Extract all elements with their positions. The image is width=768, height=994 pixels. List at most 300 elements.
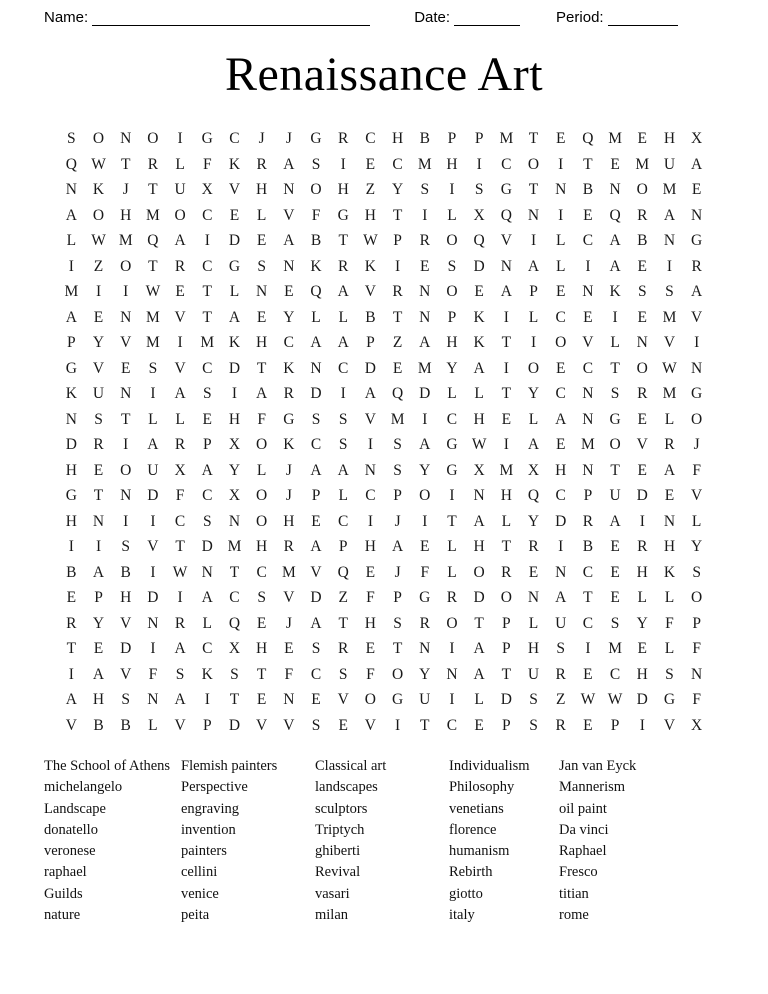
grid-cell[interactable]: T (93, 487, 104, 504)
grid-cell[interactable]: N (419, 308, 431, 326)
grid-cell[interactable]: E (583, 308, 593, 326)
grid-cell[interactable]: O (555, 334, 567, 351)
grid-cell[interactable]: T (229, 563, 240, 581)
grid-cell[interactable]: W (471, 436, 487, 453)
grid-cell[interactable]: R (637, 385, 648, 402)
grid-cell[interactable]: Z (555, 691, 566, 708)
grid-cell[interactable]: E (256, 614, 267, 632)
grid-cell[interactable]: C (555, 487, 566, 504)
grid-cell[interactable]: R (256, 155, 267, 173)
name-blank-line[interactable] (92, 12, 370, 26)
grid-cell[interactable]: I (503, 436, 509, 453)
grid-cell[interactable]: V (256, 716, 268, 734)
grid-cell[interactable]: A (419, 436, 431, 453)
grid-cell[interactable]: H (92, 691, 105, 708)
grid-cell[interactable]: S (338, 665, 348, 683)
grid-cell[interactable]: L (664, 589, 675, 606)
grid-cell[interactable]: A (283, 155, 295, 173)
grid-cell[interactable]: Y (527, 512, 540, 530)
grid-cell[interactable]: X (201, 181, 213, 198)
grid-cell[interactable]: A (691, 283, 703, 300)
grid-cell[interactable]: K (364, 257, 376, 275)
grid-cell[interactable]: H (364, 538, 376, 555)
grid-cell[interactable]: O (446, 614, 458, 632)
grid-cell[interactable]: E (583, 206, 593, 224)
grid-cell[interactable]: P (529, 283, 538, 300)
grid-cell[interactable]: H (65, 461, 77, 479)
grid-cell[interactable]: X (691, 130, 703, 147)
grid-cell[interactable]: L (474, 691, 484, 708)
grid-cell[interactable]: N (65, 410, 77, 428)
grid-cell[interactable]: D (201, 538, 213, 555)
grid-cell[interactable]: O (364, 691, 376, 708)
word-list-item[interactable]: cellini (181, 864, 218, 881)
grid-cell[interactable]: R (637, 538, 648, 555)
grid-cell[interactable]: U (419, 691, 431, 708)
grid-cell[interactable]: I (367, 436, 373, 453)
grid-cell[interactable]: T (420, 716, 430, 734)
grid-cell[interactable]: E (610, 538, 620, 555)
grid-cell[interactable]: T (229, 691, 240, 708)
grid-cell[interactable]: A (310, 334, 322, 351)
grid-cell[interactable]: A (310, 538, 322, 555)
grid-cell[interactable]: F (311, 206, 321, 224)
grid-cell[interactable]: V (364, 716, 376, 734)
grid-cell[interactable]: L (148, 410, 158, 428)
grid-cell[interactable]: N (419, 283, 431, 300)
word-list-item[interactable]: Jan van Eyck (559, 758, 637, 774)
grid-cell[interactable]: I (558, 206, 564, 224)
grid-cell[interactable]: D (147, 589, 159, 606)
grid-cell[interactable]: L (148, 716, 158, 734)
grid-cell[interactable]: B (419, 130, 430, 147)
grid-cell[interactable]: T (447, 512, 457, 530)
grid-cell[interactable]: A (92, 665, 105, 683)
grid-cell[interactable]: Z (392, 334, 403, 351)
grid-cell[interactable]: I (449, 487, 455, 504)
grid-cell[interactable]: T (256, 359, 267, 377)
grid-cell[interactable]: T (501, 385, 512, 402)
grid-cell[interactable]: C (446, 716, 458, 734)
grid-cell[interactable]: Y (636, 614, 648, 632)
grid-cell[interactable]: E (610, 589, 620, 606)
grid-cell[interactable]: V (364, 283, 376, 300)
grid-cell[interactable]: M (499, 461, 514, 479)
grid-cell[interactable]: V (174, 716, 186, 734)
grid-cell[interactable]: J (693, 436, 700, 453)
grid-cell[interactable]: A (609, 512, 621, 530)
grid-cell[interactable]: I (422, 206, 428, 224)
grid-cell[interactable]: K (65, 385, 77, 402)
grid-cell[interactable]: N (283, 691, 295, 708)
grid-cell[interactable]: A (201, 589, 213, 606)
grid-cell[interactable]: R (691, 257, 702, 275)
grid-cell[interactable]: I (395, 716, 401, 734)
grid-cell[interactable]: G (228, 257, 241, 275)
grid-cell[interactable]: M (662, 181, 677, 198)
grid-cell[interactable]: I (204, 232, 210, 249)
grid-cell[interactable]: M (608, 130, 622, 147)
date-blank-line[interactable] (454, 12, 520, 26)
grid-cell[interactable]: N (691, 359, 703, 377)
grid-cell[interactable]: C (202, 487, 213, 504)
grid-cell[interactable]: P (447, 130, 457, 147)
grid-cell[interactable]: A (174, 640, 186, 657)
grid-cell[interactable]: L (664, 410, 675, 428)
grid-cell[interactable]: N (283, 181, 295, 198)
grid-cell[interactable]: S (529, 716, 538, 734)
grid-cell[interactable]: O (636, 359, 648, 377)
grid-cell[interactable]: O (636, 181, 648, 198)
grid-cell[interactable]: M (227, 538, 242, 555)
grid-cell[interactable]: R (338, 130, 349, 147)
grid-cell[interactable]: C (338, 359, 349, 377)
grid-cell[interactable]: D (555, 512, 567, 530)
grid-cell[interactable]: L (66, 232, 77, 249)
grid-cell[interactable]: I (95, 283, 102, 300)
grid-cell[interactable]: F (366, 589, 375, 606)
grid-cell[interactable]: M (200, 334, 215, 351)
grid-cell[interactable]: V (174, 359, 186, 377)
grid-cell[interactable]: G (310, 130, 322, 147)
grid-cell[interactable]: A (147, 436, 159, 453)
grid-cell[interactable]: E (637, 640, 648, 657)
grid-cell[interactable]: P (447, 308, 457, 326)
grid-cell[interactable]: P (502, 614, 511, 632)
grid-cell[interactable]: T (610, 359, 620, 377)
grid-cell[interactable]: I (639, 716, 645, 734)
grid-cell[interactable]: E (256, 232, 267, 249)
grid-cell[interactable]: R (555, 716, 566, 734)
grid-cell[interactable]: C (202, 359, 213, 377)
grid-cell[interactable]: S (175, 665, 185, 683)
grid-cell[interactable]: A (174, 691, 186, 708)
grid-cell[interactable]: N (582, 461, 594, 479)
grid-cell[interactable]: A (555, 410, 567, 428)
grid-cell[interactable]: H (636, 665, 648, 683)
grid-cell[interactable]: F (175, 487, 185, 504)
grid-cell[interactable]: T (583, 589, 593, 606)
grid-cell[interactable]: A (609, 257, 621, 275)
grid-cell[interactable]: A (473, 640, 485, 657)
grid-cell[interactable]: N (527, 206, 540, 224)
grid-cell[interactable]: V (582, 334, 594, 351)
grid-cell[interactable]: L (202, 614, 213, 632)
grid-cell[interactable]: W (662, 359, 677, 377)
grid-cell[interactable]: I (503, 308, 509, 326)
grid-cell[interactable]: V (120, 614, 132, 632)
grid-cell[interactable]: T (148, 181, 158, 198)
grid-cell[interactable]: L (474, 385, 484, 402)
grid-cell[interactable]: Y (391, 181, 404, 198)
grid-cell[interactable]: K (310, 257, 322, 275)
grid-cell[interactable]: S (311, 410, 321, 428)
grid-cell[interactable]: A (201, 461, 213, 479)
grid-cell[interactable]: J (285, 614, 292, 632)
grid-cell[interactable]: J (394, 563, 401, 581)
grid-cell[interactable]: P (393, 232, 402, 249)
grid-cell[interactable]: Y (283, 308, 295, 326)
grid-cell[interactable]: L (555, 232, 566, 249)
grid-cell[interactable]: C (392, 155, 403, 173)
grid-cell[interactable]: T (392, 206, 403, 224)
grid-cell[interactable]: R (419, 614, 430, 632)
grid-cell[interactable]: N (636, 334, 648, 351)
grid-cell[interactable]: T (175, 538, 185, 555)
grid-cell[interactable]: S (665, 283, 674, 300)
grid-cell[interactable]: S (637, 283, 647, 300)
grid-cell[interactable]: E (365, 155, 376, 173)
grid-cell[interactable]: I (503, 359, 509, 377)
grid-cell[interactable]: A (337, 334, 349, 351)
grid-cell[interactable]: N (147, 691, 159, 708)
word-list-item[interactable]: milan (315, 907, 349, 924)
grid-cell[interactable]: Y (419, 665, 431, 683)
grid-cell[interactable]: S (393, 614, 402, 632)
grid-cell[interactable]: I (123, 512, 129, 530)
grid-cell[interactable]: E (555, 130, 566, 147)
grid-cell[interactable]: M (417, 359, 432, 377)
grid-cell[interactable]: C (310, 665, 322, 683)
grid-cell[interactable]: G (500, 181, 512, 198)
grid-cell[interactable]: E (691, 181, 702, 198)
grid-cell[interactable]: I (449, 640, 455, 657)
grid-cell[interactable]: N (120, 130, 132, 147)
grid-cell[interactable]: K (228, 155, 241, 173)
grid-cell[interactable]: A (174, 385, 186, 402)
grid-cell[interactable]: C (582, 614, 594, 632)
grid-cell[interactable]: L (338, 308, 348, 326)
word-list-item[interactable]: veronese (44, 843, 96, 860)
grid-cell[interactable]: N (582, 283, 594, 300)
grid-cell[interactable]: S (230, 665, 239, 683)
grid-cell[interactable]: E (229, 206, 240, 224)
grid-cell[interactable]: N (364, 461, 376, 479)
grid-cell[interactable]: T (66, 640, 77, 657)
word-list-item[interactable]: florence (449, 821, 497, 838)
word-list-item[interactable]: Flemish painters (181, 758, 278, 774)
grid-cell[interactable]: J (285, 130, 292, 147)
grid-cell[interactable]: S (393, 461, 402, 479)
grid-cell[interactable]: L (175, 410, 185, 428)
grid-cell[interactable]: M (64, 283, 79, 300)
grid-cell[interactable]: M (118, 232, 133, 249)
grid-cell[interactable]: T (392, 640, 403, 657)
grid-cell[interactable]: R (93, 436, 104, 453)
grid-cell[interactable]: C (365, 487, 376, 504)
grid-cell[interactable]: V (283, 206, 295, 224)
grid-cell[interactable]: B (120, 716, 131, 734)
grid-cell[interactable]: F (366, 665, 375, 683)
grid-cell[interactable]: N (691, 665, 703, 683)
grid-cell[interactable]: X (174, 461, 186, 479)
word-list-item[interactable]: engraving (181, 800, 239, 817)
grid-cell[interactable]: N (92, 512, 105, 530)
grid-cell[interactable]: E (637, 308, 648, 326)
grid-cell[interactable]: V (147, 538, 159, 555)
grid-cell[interactable]: L (528, 410, 539, 428)
grid-cell[interactable]: T (256, 665, 267, 683)
grid-cell[interactable]: A (65, 691, 77, 708)
grid-cell[interactable]: I (95, 538, 102, 555)
grid-cell[interactable]: H (663, 130, 676, 147)
grid-cell[interactable]: O (527, 155, 540, 173)
grid-cell[interactable]: C (501, 155, 512, 173)
grid-cell[interactable]: M (146, 206, 160, 224)
grid-cell[interactable]: N (473, 487, 485, 504)
grid-cell[interactable]: O (446, 232, 458, 249)
grid-cell[interactable]: S (311, 716, 321, 734)
grid-cell[interactable]: C (555, 385, 566, 402)
grid-cell[interactable]: H (228, 410, 241, 428)
grid-cell[interactable]: V (283, 589, 295, 606)
grid-cell[interactable]: M (662, 308, 677, 326)
grid-cell[interactable]: I (585, 640, 591, 657)
grid-cell[interactable]: U (174, 181, 186, 198)
grid-cell[interactable]: V (174, 308, 186, 326)
grid-cell[interactable]: N (120, 487, 132, 504)
grid-cell[interactable]: S (257, 589, 266, 606)
grid-cell[interactable]: E (528, 563, 539, 581)
grid-cell[interactable]: E (93, 461, 104, 479)
grid-cell[interactable]: E (583, 716, 593, 734)
grid-cell[interactable]: U (663, 155, 676, 173)
grid-cell[interactable]: L (447, 538, 457, 555)
grid-cell[interactable]: E (284, 283, 294, 300)
grid-cell[interactable]: T (501, 334, 512, 351)
word-list-item[interactable]: nature (44, 907, 81, 924)
grid-cell[interactable]: H (473, 410, 485, 428)
grid-cell[interactable]: T (120, 155, 131, 173)
grid-cell[interactable]: M (281, 563, 296, 581)
word-search-grid[interactable] (58, 126, 711, 738)
grid-cell[interactable]: F (420, 563, 430, 581)
grid-cell[interactable]: K (663, 563, 676, 581)
grid-cell[interactable]: I (150, 512, 156, 530)
grid-cell[interactable]: I (422, 512, 428, 530)
grid-cell[interactable]: X (473, 461, 485, 479)
grid-cell[interactable]: U (92, 385, 105, 402)
grid-cell[interactable]: K (92, 181, 105, 198)
grid-cell[interactable]: K (228, 334, 241, 351)
grid-cell[interactable]: C (310, 436, 322, 453)
grid-cell[interactable]: A (65, 206, 77, 224)
grid-cell[interactable]: G (283, 410, 295, 428)
grid-cell[interactable]: E (474, 283, 484, 300)
word-list-item[interactable]: Triptych (315, 821, 365, 838)
grid-cell[interactable]: S (202, 385, 212, 402)
grid-cell[interactable]: I (395, 257, 401, 275)
grid-cell[interactable]: I (177, 334, 183, 351)
grid-cell[interactable]: V (65, 716, 77, 734)
grid-cell[interactable]: C (202, 640, 213, 657)
word-list-item[interactable]: venetians (449, 800, 504, 817)
grid-cell[interactable]: D (636, 487, 648, 504)
grid-cell[interactable]: A (691, 155, 703, 173)
grid-cell[interactable]: V (636, 436, 648, 453)
grid-cell[interactable]: Y (446, 359, 458, 377)
grid-cell[interactable]: T (528, 130, 539, 147)
grid-cell[interactable]: S (338, 436, 348, 453)
grid-cell[interactable]: R (637, 206, 648, 224)
grid-cell[interactable]: L (229, 283, 240, 300)
grid-cell[interactable]: I (340, 155, 346, 173)
grid-cell[interactable]: R (174, 257, 186, 275)
grid-cell[interactable]: A (310, 614, 322, 632)
grid-cell[interactable]: F (692, 640, 701, 657)
grid-cell[interactable]: C (582, 563, 594, 581)
grid-cell[interactable]: A (283, 232, 295, 249)
word-list-item[interactable]: vasari (315, 885, 350, 902)
word-list-item[interactable]: donatello (44, 821, 98, 838)
word-list-item[interactable]: Mannerism (559, 779, 626, 796)
grid-cell[interactable]: E (256, 691, 267, 708)
word-list-item[interactable]: Revival (315, 864, 361, 881)
grid-cell[interactable]: V (663, 334, 676, 351)
grid-cell[interactable]: P (393, 487, 402, 504)
grid-cell[interactable]: H (256, 538, 268, 555)
grid-cell[interactable]: S (420, 181, 430, 198)
word-list-item[interactable]: michelangelo (44, 779, 123, 796)
grid-cell[interactable]: H (663, 538, 676, 555)
grid-cell[interactable]: S (447, 257, 457, 275)
grid-cell[interactable]: W (91, 155, 106, 173)
grid-cell[interactable]: V (310, 563, 322, 581)
grid-cell[interactable]: F (284, 665, 294, 683)
grid-cell[interactable]: N (228, 512, 241, 530)
grid-cell[interactable]: L (555, 257, 566, 275)
grid-cell[interactable]: S (311, 640, 321, 657)
grid-cell[interactable]: V (691, 487, 703, 504)
grid-cell[interactable]: S (665, 665, 674, 683)
grid-cell[interactable]: E (555, 436, 566, 453)
grid-cell[interactable]: H (256, 334, 268, 351)
grid-cell[interactable]: E (637, 257, 648, 275)
grid-cell[interactable]: Q (391, 385, 404, 402)
grid-cell[interactable]: I (612, 308, 618, 326)
grid-cell[interactable]: C (338, 512, 349, 530)
word-list-item[interactable]: giotto (449, 885, 483, 902)
grid-cell[interactable]: W (607, 691, 623, 708)
grid-cell[interactable]: T (474, 614, 484, 632)
grid-cell[interactable]: N (310, 359, 322, 377)
grid-cell[interactable]: H (446, 155, 458, 173)
grid-cell[interactable]: E (202, 410, 213, 428)
grid-cell[interactable]: O (92, 130, 105, 147)
grid-cell[interactable]: R (664, 436, 675, 453)
grid-cell[interactable]: M (146, 308, 160, 326)
grid-cell[interactable]: N (555, 563, 567, 581)
grid-cell[interactable]: D (310, 589, 322, 606)
grid-cell[interactable]: R (338, 640, 349, 657)
grid-cell[interactable]: V (663, 716, 676, 734)
grid-cell[interactable]: W (91, 232, 106, 249)
grid-cell[interactable]: A (337, 283, 349, 300)
word-list-item[interactable]: The School of Athens (44, 758, 171, 774)
grid-cell[interactable]: R (419, 232, 430, 249)
grid-cell[interactable]: U (527, 665, 540, 683)
word-list-item[interactable]: peita (181, 907, 210, 924)
grid-cell[interactable]: P (583, 487, 593, 504)
grid-cell[interactable]: I (68, 538, 74, 555)
word-list-item[interactable]: titian (559, 885, 589, 902)
grid-cell[interactable]: O (609, 436, 621, 453)
grid-cell[interactable]: B (365, 308, 376, 326)
grid-cell[interactable]: E (420, 257, 430, 275)
grid-cell[interactable]: E (175, 283, 185, 300)
grid-cell[interactable]: S (121, 691, 131, 708)
grid-cell[interactable]: I (639, 512, 645, 530)
